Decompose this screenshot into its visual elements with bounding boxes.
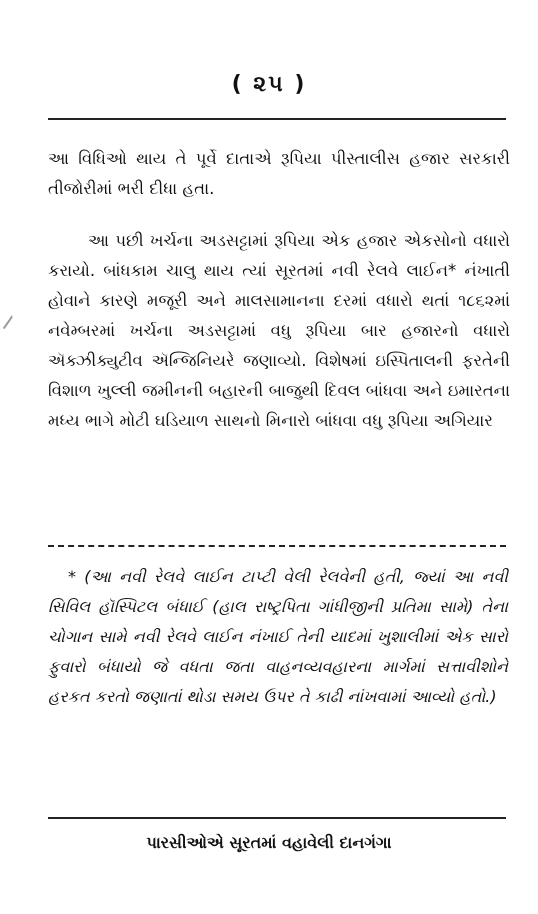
footer-divider [48,817,506,819]
header-divider [48,118,506,120]
page-number: ( ૨૫ ) [231,72,307,97]
paragraph-2 [48,226,510,436]
footnote-text: * (આ નવી રેલવે લાઈન ટાપ્ટી વેલી રેલવેની હતી, જ્યાં આ નવી સિવિલ હૉસ્પિટલ બંધાઈ (હાલ રાષ્ટ્રપિતા ગાંધીજીની પ્રતિમા સામે) તેના ચોગાન સામે નવી રેલવે લાઈન નંખાઈ તેની યાદમાં ખુશાલીમાં એક સારો ફુવારો બંધાયો જે વધતા જતા વાહનવ્યવહારના માર્ગમાં સત્તાવીશોને હરકત કરતો જણાતાં થોડા સમય ઉપર તે કાઢી નાંખવામાં આવ્યો હતો.) [48,567,508,706]
footnote-divider [48,545,506,547]
paragraph-1-text: આ વિધિઓ થાય તે પૂર્વે દાતાએ રૂપિયા પીસ્તાલીસ હજાર સરકારી તીજોરીમાં ભરી દીધા હતા. [48,149,510,198]
scan-artifact [3,315,25,337]
paragraph-1 [48,144,510,204]
paragraph-2-text: આ પછી ખર્ચના અડસટ્ટામાં રૂપિયા એક હજાર એકસોનો વધારો કરાયો. બાંધકામ ચાલુ થાય ત્યાં સૂરતમાં નવી રેલવે લાઈન* નંખાતી હોવાને કારણે મજૂરી અને માલસામાનના દરમાં વધારો થતાં ૧૮૬૨માં નવેમ્બરમાં ખર્ચના અડસટ્ટામાં વધુ રૂપિયા બાર હજારનો વધારો ઍક્ઝીક્યુટીવ ઍન્જિનિયરે જણાવ્યો. વિશેષમાં ઇસ્પિતાલની ફરતેની વિશાળ ખુલ્લી જમીનની બહારની બાજુથી દિવલ બાંધવા અને ઇમારતના મધ્ય ભાગે મોટી ઘડિયાળ સાથનો મિનારો બાંધવા વધુ રૂપિયા અગિયાર [48,231,510,430]
footnote [48,562,508,712]
running-footer-title: પારસીઓએ સૂરતમાં વહાવેલી દાનગંગા [146,833,392,852]
